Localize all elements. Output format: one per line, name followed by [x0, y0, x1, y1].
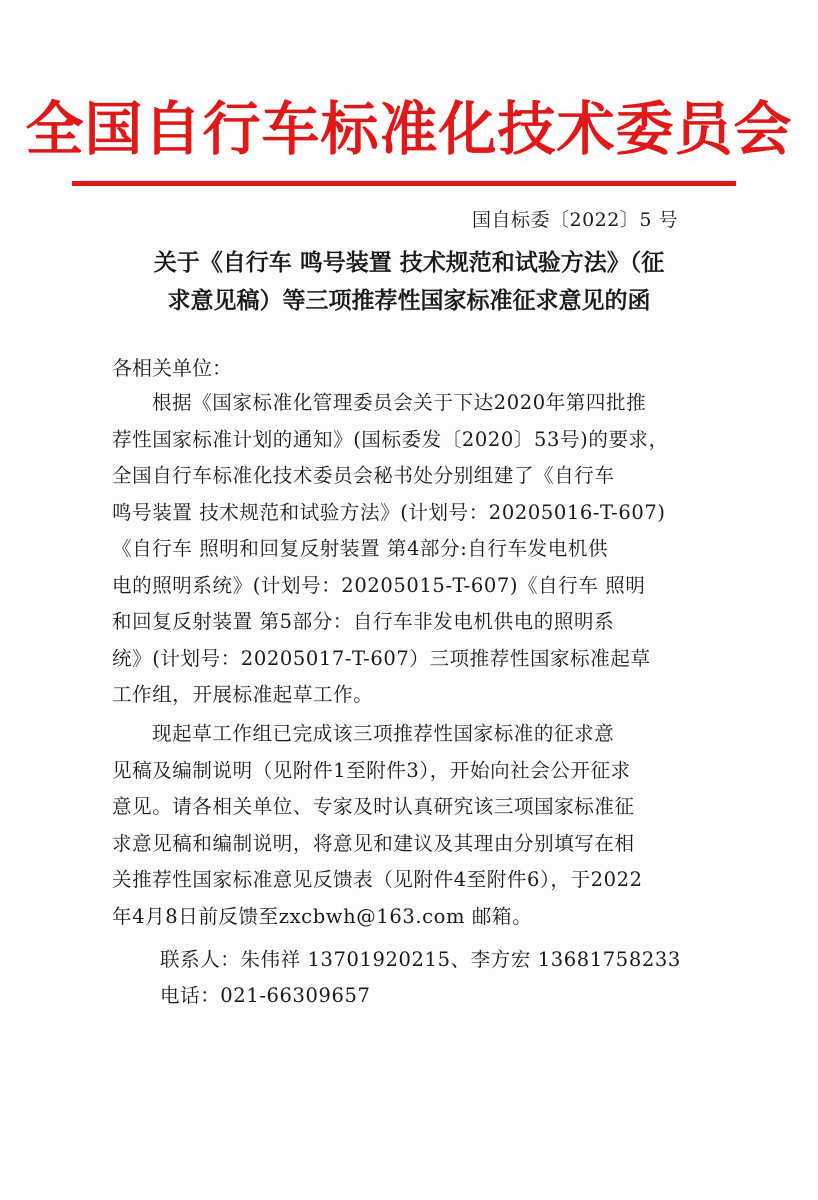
paragraph-1-line: 统》(计划号：20205017-T-607）三项推荐性国家标准起草 [112, 646, 651, 670]
document-title [0, 244, 818, 320]
paragraph-1-line: 《自行车 照明和回复反射装置 第4部分:自行车发电机供 [112, 537, 609, 560]
paragraph-2-line: 意见。请各相关单位、专家及时认真研究该三项国家标准征 [112, 795, 635, 818]
letterhead-title: 全国自行车标准化技术委员会 [25, 95, 793, 163]
paragraph-2 [112, 716, 712, 935]
paragraph-2-line: 求意见稿和编制说明，将意见和建议及其理由分别填写在相 [112, 831, 635, 855]
paragraph-2-line: 见稿及编制说明（见附件1至附件3），开始向社会公开征求 [112, 758, 631, 782]
paragraph-1-line: 电的照明系统》(计划号：20205015-T-607)《自行车 照明 [112, 573, 646, 597]
contact-people: 联系人：朱伟祥 13701920215、李方宏 13681758233 [160, 948, 681, 971]
paragraph-1-line: 根据《国家标准化管理委员会关于下达2020年第四批推 [152, 391, 647, 414]
paragraph-2-line: 关推荐性国家标准意见反馈表（见附件4至附件6），于2022 [112, 868, 643, 891]
paragraph-1-line: 鸣号装置 技术规范和试验方法》(计划号：20205016-T-607) [112, 500, 666, 524]
paragraph-2-line: 现起草工作组已完成该三项推荐性国家标准的征求意 [152, 722, 615, 745]
contact-block [160, 942, 681, 1014]
letterhead-red-rule [72, 181, 736, 186]
paragraph-1 [112, 385, 712, 714]
paragraph-1-line: 工作组，开展标准起草工作。 [112, 683, 374, 706]
paragraph-1-line: 和回复反射装置 第5部分：自行车非发电机供电的照明系 [112, 610, 615, 633]
document-number: 国自标委〔2022〕5 号 [472, 209, 678, 231]
paragraph-1-line: 全国自行车标准化技术委员会秘书处分别组建了《自行车 [112, 464, 615, 487]
salutation: 各相关单位： [112, 356, 232, 380]
contact-phone: 电话：021-66309657 [160, 984, 371, 1007]
paragraph-1-line: 荐性国家标准计划的通知》(国标委发〔2020〕53号)的要求， [112, 427, 669, 451]
paragraph-2-line: 年4月8日前反馈至zxcbwh@163.com 邮箱。 [112, 904, 533, 928]
document-title-line-1: 关于《自行车 鸣号装置 技术规范和试验方法》（征 [153, 250, 665, 276]
document-title-line-2: 求意见稿）等三项推荐性国家标准征求意见的函 [167, 288, 651, 314]
